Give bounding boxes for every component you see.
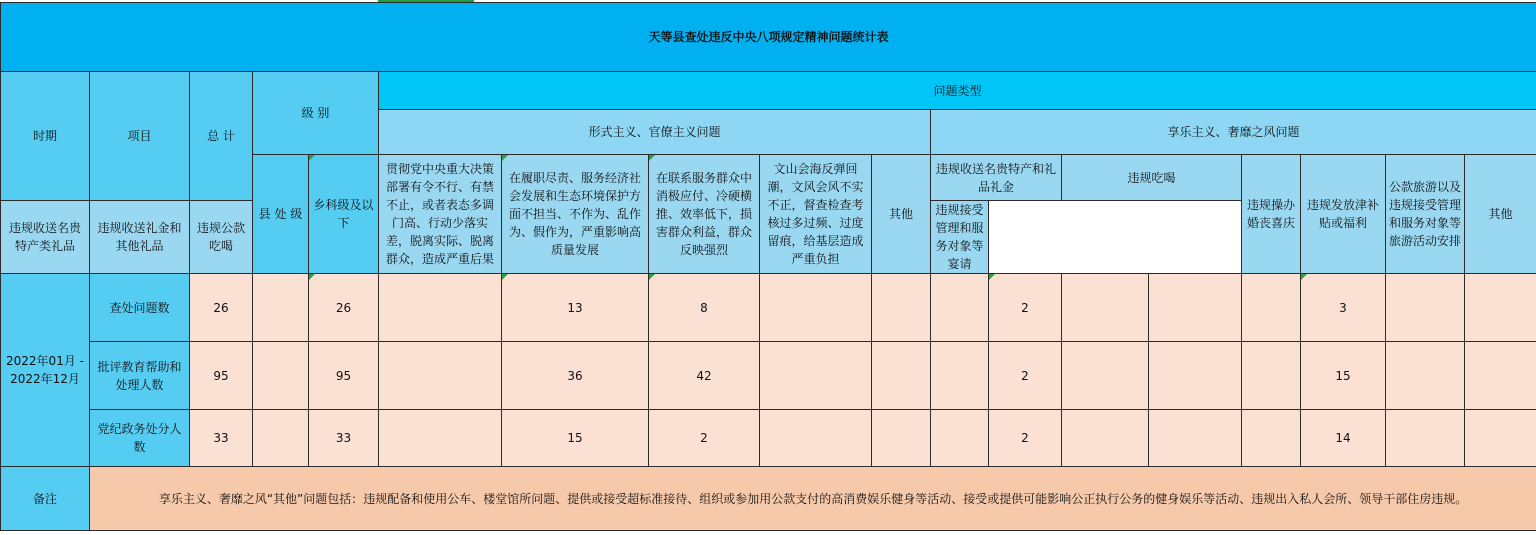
header-wedding[interactable]: 违规操办婚丧喜庆 — [1242, 155, 1301, 274]
note-label[interactable]: 备注 — [1, 467, 90, 531]
period-cell[interactable]: 2022年01月 - 2022年12月 — [1, 274, 90, 467]
cell-f3[interactable]: 8 — [649, 274, 760, 342]
cell-wedding[interactable] — [1242, 410, 1301, 467]
cell-f5[interactable] — [872, 342, 931, 410]
stats-table — [0, 2, 1536, 531]
cell-f4[interactable] — [760, 342, 872, 410]
cell-gift-b[interactable]: 2 — [989, 274, 1062, 342]
cell-total[interactable]: 95 — [190, 342, 253, 410]
header-eating-public[interactable]: 违规公款吃喝 — [190, 201, 253, 274]
header-total[interactable]: 总 计 — [190, 72, 253, 201]
header-formalism-duty[interactable]: 在履职尽责、服务经济社会发展和生态环境保护方面不担当、不作为、乱作为、假作为，严重影响高质量发展 — [502, 155, 649, 274]
cell-other[interactable] — [1465, 274, 1536, 342]
cell-township[interactable]: 26 — [309, 274, 379, 342]
header-gifts[interactable]: 违规收送名贵特产和礼品礼金 — [931, 155, 1062, 201]
cell-allowance[interactable]: 15 — [1301, 342, 1386, 410]
note-text[interactable]: 享乐主义、奢靡之风“其他”问题包括：违规配备和使用公车、楼堂馆所问题、提供或接受超标准接待、组织或参加用公款支付的高消费娱乐健身等活动、接受或提供可能影响公正执行公务的健身娱乐等活动、违规出入私人会所、领导干部住房违规。 — [90, 467, 1536, 531]
header-formalism-meetings[interactable]: 文山会海反弹回潮，文风会风不实不正，督查检查考核过多过频、过度留痕，给基层造成严重负担 — [760, 155, 872, 274]
cell-gift-a[interactable] — [931, 342, 989, 410]
header-formalism-service[interactable]: 在联系服务群众中消极应付、冷硬横推、效率低下，损害群众利益，群众反映强烈 — [649, 155, 760, 274]
cell-f1[interactable] — [379, 342, 502, 410]
table-title[interactable]: 天等县查处违反中央八项规定精神问题统计表 — [1, 3, 1536, 72]
cell-travel[interactable] — [1386, 410, 1465, 467]
header-level-township[interactable]: 乡科级及以下 — [309, 155, 379, 274]
cell-allowance[interactable]: 3 — [1301, 274, 1386, 342]
header-travel[interactable]: 公款旅游以及违规接受管理和服务对象等旅游活动安排 — [1386, 155, 1465, 274]
header-hedonism-other[interactable]: 其他 — [1465, 155, 1536, 274]
row-label[interactable]: 查处问题数 — [90, 274, 190, 342]
header-item[interactable]: 项目 — [90, 72, 190, 201]
cell-f2[interactable]: 13 — [502, 274, 649, 342]
header-level[interactable]: 级 别 — [253, 72, 379, 155]
cell-township[interactable]: 95 — [309, 342, 379, 410]
header-allowance[interactable]: 违规发放津补贴或福利 — [1301, 155, 1386, 274]
header-problem-type[interactable]: 问题类型 — [379, 72, 1536, 110]
cell-gift-b[interactable]: 2 — [989, 410, 1062, 467]
header-hedonism[interactable]: 享乐主义、奢靡之风问题 — [931, 110, 1536, 155]
header-level-county[interactable]: 县 处 级 — [253, 155, 309, 274]
cell-gift-b[interactable]: 2 — [989, 342, 1062, 410]
cell-eat-a[interactable] — [1062, 342, 1149, 410]
cell-f1[interactable] — [379, 274, 502, 342]
header-gifts-specialties[interactable]: 违规收送名贵特产类礼品 — [1, 201, 90, 274]
header-eating-banquet[interactable]: 违规接受管理和服务对象等宴请 — [931, 201, 989, 274]
cell-county[interactable] — [253, 274, 309, 342]
cell-f4[interactable] — [760, 410, 872, 467]
cell-eat-b[interactable] — [1149, 274, 1242, 342]
cell-gift-a[interactable] — [931, 410, 989, 467]
cell-wedding[interactable] — [1242, 274, 1301, 342]
cell-other[interactable] — [1465, 410, 1536, 467]
cell-eat-a[interactable] — [1062, 274, 1149, 342]
header-eating[interactable]: 违规吃喝 — [1062, 155, 1242, 201]
cell-allowance[interactable]: 14 — [1301, 410, 1386, 467]
cell-other[interactable] — [1465, 342, 1536, 410]
cell-eat-b[interactable] — [1149, 342, 1242, 410]
header-formalism-other[interactable]: 其他 — [872, 155, 931, 274]
cell-eat-a[interactable] — [1062, 410, 1149, 467]
cell-wedding[interactable] — [1242, 342, 1301, 410]
cell-township[interactable]: 33 — [309, 410, 379, 467]
cell-f1[interactable] — [379, 410, 502, 467]
cell-f2[interactable]: 15 — [502, 410, 649, 467]
cell-gift-a[interactable] — [931, 274, 989, 342]
cell-f3[interactable]: 2 — [649, 410, 760, 467]
cell-travel[interactable] — [1386, 342, 1465, 410]
header-formalism[interactable]: 形式主义、官僚主义问题 — [379, 110, 931, 155]
cell-f3[interactable]: 42 — [649, 342, 760, 410]
cell-county[interactable] — [253, 342, 309, 410]
header-gifts-money[interactable]: 违规收送礼金和其他礼品 — [90, 201, 190, 274]
cell-f4[interactable] — [760, 274, 872, 342]
cell-travel[interactable] — [1386, 274, 1465, 342]
cell-f2[interactable]: 36 — [502, 342, 649, 410]
row-label[interactable]: 批评教育帮助和处理人数 — [90, 342, 190, 410]
row-label[interactable]: 党纪政务处分人数 — [90, 410, 190, 467]
cell-county[interactable] — [253, 410, 309, 467]
cell-total[interactable]: 33 — [190, 410, 253, 467]
header-period[interactable]: 时期 — [1, 72, 90, 201]
cell-eat-b[interactable] — [1149, 410, 1242, 467]
cell-total[interactable]: 26 — [190, 274, 253, 342]
cell-f5[interactable] — [872, 410, 931, 467]
cell-f5[interactable] — [872, 274, 931, 342]
header-formalism-decision[interactable]: 贯彻党中央重大决策部署有令不行、有禁不止，或者表态多调门高、行动少落实差，脱离实际、脱离群众，造成严重后果 — [379, 155, 502, 274]
